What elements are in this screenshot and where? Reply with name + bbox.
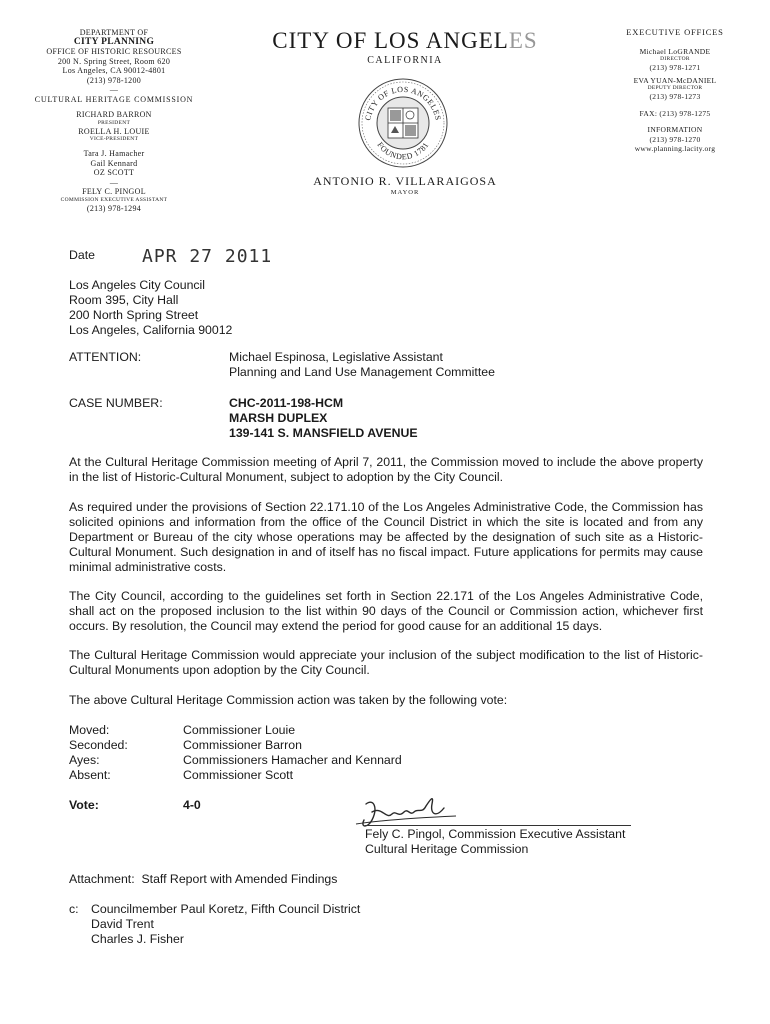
vote-values [183, 723, 402, 783]
office-address-1: 200 N. Spring Street, Room 620 [57, 56, 171, 66]
recipient-address [69, 278, 232, 338]
case-address: 139-141 S. MANSFIELD AVENUE [229, 426, 418, 440]
paragraph: The City Council, according to the guidelines set forth in Section 22.171 of the Los Angeles Administrative Code, shall act on the proposed inclusion to the list within 90 days of the Council or Commission action, whichever first occurs. By resolution, the Council may extend the period for good cause for an additional 15 days. [69, 589, 703, 633]
attention-label: ATTENTION: [69, 350, 142, 364]
assistant-title: COMMISSION EXECUTIVE ASSISTANT [60, 196, 168, 203]
mayor-title: MAYOR [390, 189, 420, 196]
city-title-tail: ES [508, 28, 538, 53]
signatory-block [365, 827, 625, 857]
vote-row-label: Moved: [69, 723, 110, 737]
cc-recipient: Councilmember Paul Koretz, Fifth Council District [91, 902, 361, 916]
director-title: DIRECTOR [660, 56, 690, 62]
city-seal-icon [338, 75, 468, 170]
attention-value [229, 350, 495, 380]
recipient-line: 200 North Spring Street [69, 308, 199, 322]
case-details [229, 396, 418, 441]
vote-result: 4-0 [183, 798, 201, 812]
deputy-phone: (213) 978-1273 [649, 92, 701, 101]
director-name: Michael LoGRANDE [639, 46, 711, 56]
information-label: INFORMATION [647, 125, 703, 134]
member-name: Tara J. Hamacher [83, 149, 145, 158]
vote-row-value: Commissioner Barron [183, 738, 302, 752]
vote-labels [69, 723, 128, 783]
divider-dash: — [109, 85, 119, 94]
letterhead-left [18, 28, 210, 213]
vote-row-value: Commissioner Louie [183, 723, 296, 737]
mayor-name: ANTONIO R. VILLARAIGOSA [313, 174, 497, 188]
office-name: OFFICE OF HISTORIC RESOURCES [46, 47, 182, 56]
commission-name: CULTURAL HERITAGE COMMISSION [34, 94, 194, 104]
seal-bottom-text: FOUNDED 1781 [375, 140, 431, 162]
deputy-title: DEPUTY DIRECTOR [647, 85, 703, 91]
vice-name: ROELLA H. LOUIE [78, 126, 150, 136]
attention-line: Planning and Land Use Management Committee [229, 365, 495, 379]
attention-line: Michael Espinosa, Legislative Assistant [229, 350, 443, 364]
case-number-label: CASE NUMBER: [69, 396, 163, 410]
date-stamp: APR 27 2011 [142, 246, 273, 267]
vice-title: VICE-PRESIDENT [89, 136, 139, 142]
case-number: CHC-2011-198-HCM [229, 396, 344, 410]
date-label: Date [69, 248, 95, 262]
information-phone: (213) 978-1270 [649, 134, 701, 144]
seal-top-text: CITY OF LOS ANGELES [363, 84, 443, 122]
city-title-text: CITY OF LOS ANGEL [272, 28, 509, 53]
state-name: CALIFORNIA [367, 55, 443, 66]
signature-line [365, 825, 631, 826]
dept-label: DEPARTMENT OF [79, 28, 149, 37]
vote-row-value: Commissioners Hamacher and Kennard [183, 753, 402, 767]
recipient-line: Los Angeles City Council [69, 278, 206, 292]
cc-recipient: David Trent [91, 917, 154, 931]
deputy-name: EVA YUAN-McDANIEL [633, 75, 717, 85]
signatory-org: Cultural Heritage Commission [365, 842, 529, 856]
divider-dash: — [109, 177, 119, 187]
website: www.planning.lacity.org [634, 144, 716, 153]
signatory-name: Fely C. Pingol, Commission Executive Assistant [365, 827, 626, 841]
recipient-line: Room 395, City Hall [69, 293, 179, 307]
vote-row-label: Ayes: [69, 753, 100, 767]
dept-name: CITY PLANNING [73, 36, 155, 47]
paragraph: The Cultural Heritage Commission would appreciate your inclusion of the subject modification to the list of Historic-Cultural Monuments upon adoption by the City Council. [69, 648, 703, 677]
city-title [270, 28, 540, 54]
office-address-2: Los Angeles, CA 90012-4801 [62, 66, 166, 75]
member-name: OZ SCOTT [93, 168, 135, 177]
paragraph: At the Cultural Heritage Commission meeting of April 7, 2011, the Commission moved to include the above property in the list of Historic-Cultural Monument, subject to adoption by the City Council. [69, 455, 703, 484]
assistant-phone: (213) 978-1294 [86, 203, 142, 213]
attachment-note: Attachment: Staff Report with Amended Findings [69, 872, 338, 886]
letterhead-right [600, 28, 750, 154]
director-phone: (213) 978-1271 [649, 63, 701, 72]
executive-offices-heading: EXECUTIVE OFFICES [626, 27, 724, 37]
paragraph: As required under the provisions of Section 22.171.10 of the Los Angeles Administrative Code, the Commission has solicited opinions and information from the office of the Council District in which the site is located and from any Department or Bureau of the city whose operations may be affected by the designation of such site as a Historic-Cultural Monument. Such designation in and of itself has no fiscal impact. Future applications for permits may cause minimal administrative costs. [69, 500, 703, 574]
member-name: Gail Kennard [90, 158, 138, 168]
vote-row-value: Commissioner Scott [183, 768, 294, 782]
president-title: PRESIDENT [97, 119, 131, 126]
paragraph: The above Cultural Heritage Commission action was taken by the following vote: [69, 693, 508, 707]
cc-recipient: Charles J. Fisher [91, 932, 184, 946]
office-phone: (213) 978-1200 [86, 75, 142, 85]
vote-row-label: Seconded: [69, 738, 128, 752]
president-name: RICHARD BARRON [76, 110, 152, 119]
cc-list [91, 902, 360, 947]
vote-row-label: Absent: [69, 768, 111, 782]
vote-label: Vote: [69, 798, 99, 812]
assistant-name: FELY C. PINGOL [82, 187, 146, 196]
recipient-line: Los Angeles, California 90012 [69, 323, 233, 337]
cc-label: c: [69, 902, 79, 916]
case-name: MARSH DUPLEX [229, 411, 328, 425]
fax-number: FAX: (213) 978-1275 [639, 108, 711, 118]
